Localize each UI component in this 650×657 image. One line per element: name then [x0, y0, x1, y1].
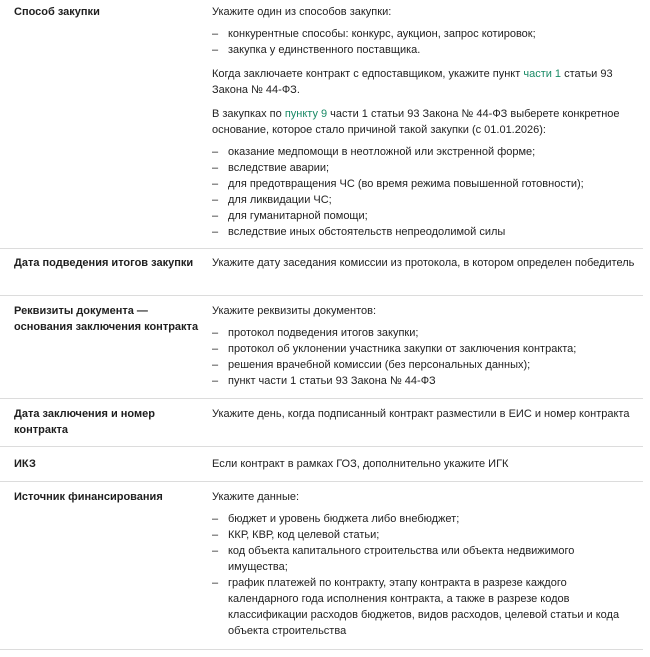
- row-content: Укажите день, когда подписанный контракт разместили в ЕИС и номер контракта: [212, 408, 630, 420]
- bullet: –: [212, 577, 219, 589]
- bullet: –: [212, 513, 219, 525]
- list-item: – для ликвидации ЧС;: [212, 194, 332, 206]
- link-part-1[interactable]: части 1: [523, 68, 562, 80]
- table-row: [0, 0, 643, 249]
- point-9-note: В закупках по пункту 9 части 1 статьи 93 Закона № 44-ФЗ выберете конкретное основание, которое стало причиной такой закупки (с 01.01.2026):: [212, 108, 620, 136]
- reason-list: [212, 144, 642, 240]
- document-list: [212, 325, 642, 389]
- bullet: –: [212, 226, 219, 238]
- list-item: – оказание медпомощи в неотложной или экстренной форме;: [212, 146, 536, 158]
- bullet: –: [212, 194, 219, 206]
- table-row: [0, 248, 643, 296]
- row-intro: Укажите данные:: [212, 491, 300, 503]
- table-row: [0, 398, 643, 447]
- row-content: [212, 4, 642, 240]
- list-item: – ККР, КВР, код целевой статьи;: [212, 529, 380, 541]
- bullet: –: [212, 359, 219, 371]
- list-item: – вследствие аварии;: [212, 162, 330, 174]
- bullet: –: [212, 210, 219, 222]
- bullet: –: [212, 529, 219, 541]
- method-list: [212, 26, 642, 58]
- table-row: [0, 481, 643, 650]
- row-label: Дата подведения итогов закупки: [14, 257, 194, 269]
- table-row: [0, 446, 643, 482]
- row-content: [212, 303, 642, 389]
- list-item: – для гуманитарной помощи;: [212, 210, 368, 222]
- row-label: ИКЗ: [14, 458, 36, 470]
- bullet: –: [212, 327, 219, 339]
- list-item: – закупка у единственного поставщика.: [212, 44, 421, 56]
- bullet: –: [212, 545, 219, 557]
- row-content: Если контракт в рамках ГОЗ, дополнительно укажите ИГК: [212, 458, 509, 470]
- sole-supplier-note: Когда заключаете контракт с едпоставщиком, укажите пункт части 1 статьи 93 Закона № 44-ФЗ.: [212, 68, 613, 96]
- list-item: – конкурентные способы: конкурс, аукцион, запрос котировок;: [212, 28, 536, 40]
- row-label: Реквизиты документа — основания заключения контракта: [14, 305, 199, 333]
- bullet: –: [212, 375, 219, 387]
- bullet: –: [212, 28, 219, 40]
- row-label: Дата заключения и номер контракта: [14, 408, 155, 436]
- row-content: Укажите дату заседания комиссии из протокола, в котором определен победитель: [212, 257, 635, 269]
- bullet: –: [212, 162, 219, 174]
- row-content: [212, 489, 642, 639]
- bullet: –: [212, 44, 219, 56]
- row-label: Способ закупки: [14, 6, 100, 18]
- link-point-9[interactable]: пункту 9: [284, 108, 328, 120]
- row-label: Источник финансирования: [14, 491, 163, 503]
- list-item: – вследствие иных обстоятельств непреодолимой силы: [212, 226, 506, 238]
- list-item: – протокол об уклонении участника закупки от заключения контракта;: [212, 343, 577, 355]
- bullet: –: [212, 178, 219, 190]
- list-item: – протокол подведения итогов закупки;: [212, 327, 419, 339]
- list-item: – для предотвращения ЧС (во время режима повышенной готовности);: [212, 178, 584, 190]
- list-item: – график платежей по контракту, этапу контракта в разрезе каждого календарного года исполнения контракта, а также в разрезе кодов классификации расходов бюджетов, видов расходов, целевой статьи и кода объекта строительства: [212, 577, 620, 637]
- list-item: – решения врачебной комиссии (без персональных данных);: [212, 359, 531, 371]
- bullet: –: [212, 146, 219, 158]
- table-row: [0, 295, 643, 399]
- bullet: –: [212, 343, 219, 355]
- row-intro: Укажите реквизиты документов:: [212, 305, 377, 317]
- financing-list: [212, 511, 642, 639]
- row-intro: Укажите один из способов закупки:: [212, 6, 392, 18]
- list-item: – бюджет и уровень бюджета либо внебюджет;: [212, 513, 460, 525]
- list-item: – пункт части 1 статьи 93 Закона № 44-ФЗ: [212, 375, 436, 387]
- list-item: – код объекта капитального строительства или объекта недвижимого имущества;: [212, 545, 575, 573]
